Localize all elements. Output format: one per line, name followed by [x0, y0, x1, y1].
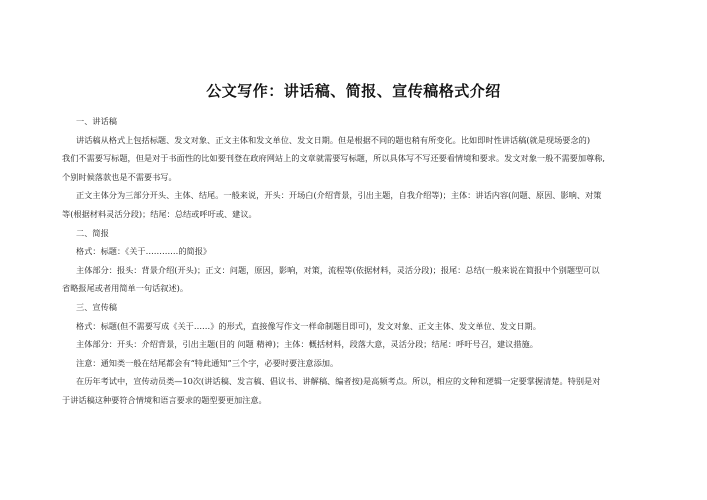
document-title: 公文写作：讲话稿、简报、宣传稿格式介绍: [206, 82, 501, 100]
paragraph-line: 主体部分：报头：背景介绍(开头)；正文：问题，原因，影响，对策，流程等(依据材料，灵活分段)；报尾：总结(一般来说在简报中个别题型可以: [76, 264, 600, 275]
section-heading-briefing: 二、简报: [76, 227, 109, 238]
paragraph-line: 等(根据材料灵活分段)；结尾：总结或呼吁或、建议。: [62, 208, 257, 219]
section-heading-speech: 一、讲话稿: [76, 116, 117, 126]
paragraph-line: 格式：标题(但不需要写成《关于……》的形式，直接像写作文一样命制题目即可)，发文对象、正文主体、发文单位、发文日期。: [76, 320, 541, 331]
section-heading-publicity: 三、宣传稿: [76, 301, 117, 312]
document-body: [62, 112, 647, 410]
paragraph-line: 省略报尾或者用简单一句话叙述)。: [62, 283, 189, 294]
paragraph-line: 正文主体分为三部分开头、主体、结尾。一般来说，开头：开场白(介绍背景，引出主题，自我介绍等)；主体：讲话内容(问题、原因、影响、对策: [76, 190, 602, 201]
paragraph-line: 格式：标题：《关于…………的简报》: [76, 246, 212, 257]
paragraph-line: 我们不需要写标题，但是对于书面性的比如要刊登在政府网站上的文章就需要写标题，所以具体写不写还要看情境和要求。发文对象一般不需要加尊称,: [62, 153, 605, 164]
paragraph-line: 讲话稿从格式上包括标题、发文对象、正文主体和发文单位、发文日期。但是根据不同的题也稍有所变化。比如即时性讲话稿(就是现场要念的): [76, 134, 591, 145]
paragraph-line: 主体部分：开头：介绍背景，引出主题(目的 问题 精神)；主体：概括材料，段落大意，灵活分段；结尾：呼吁号召，建议措施。: [76, 339, 538, 350]
paragraph-line: 个别时候落款也是不需要书写。: [62, 171, 177, 182]
paragraph-line: 于讲话稿这种要符合情境和语言要求的题型要更加注意。: [62, 394, 267, 405]
paragraph-line: 注意：通知类一般在结尾都会有“特此通知”三个字，必要时要注意添加。: [76, 357, 339, 368]
paragraph-line: 在历年考试中，宣传动员类—10次(讲话稿、发言稿、倡议书、讲解稿、编者按)是高频考点。所以，相应的文种和逻辑一定要掌握清楚。特别是对: [76, 376, 601, 387]
